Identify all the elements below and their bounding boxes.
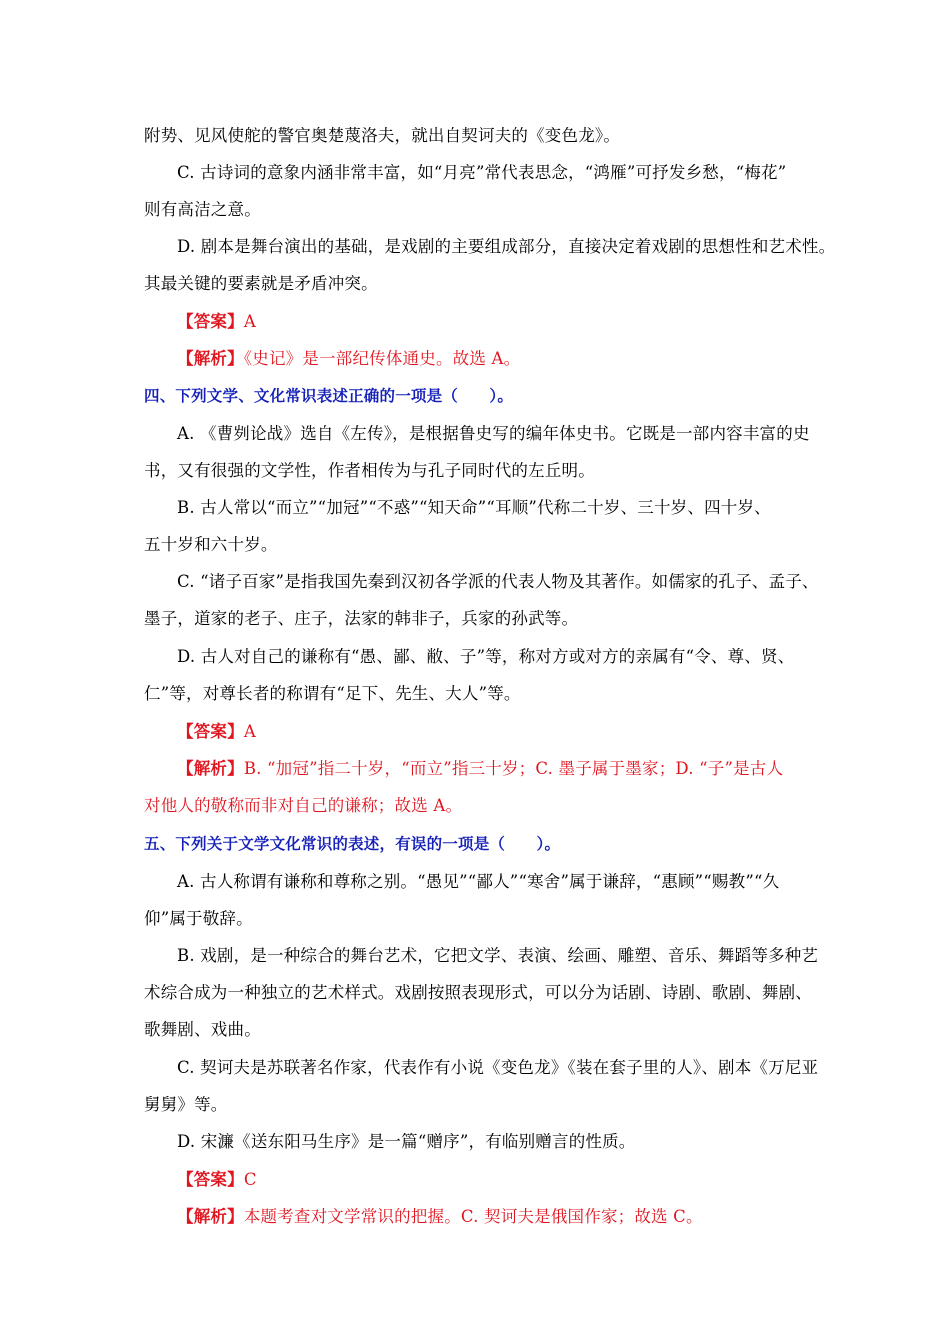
analysis-line (177, 347, 520, 371)
q5-option-a-line: A. 古人称谓有谦称和尊称之别。“愚见”“鄙人”“寒舍”属于谦辞，“惠顾”“赐教”“久 (177, 872, 780, 891)
q5-option-c-line: C. 契诃夫是苏联著名作家，代表作有小说《变色龙》《装在套子里的人》、剧本《万尼亚 (177, 1058, 819, 1077)
analysis-text: 本题考查对文学常识的把握。C. 契诃夫是俄国作家；故选 C。 (243, 1207, 703, 1226)
answer-label: 【答案】 (177, 1170, 244, 1189)
q4-option-c-line: C. “诸子百家”是指我国先秦到汉初各学派的代表人物及其著作。如儒家的孔子、孟子、 (177, 572, 819, 591)
option-d-line: D. 剧本是舞台演出的基础，是戏剧的主要组成部分，直接决定着戏剧的思想性和艺术性。 (177, 237, 836, 256)
q4-option-a-line: 书，又有很强的文学性，作者相传为与孔子同时代的左丘明。 (144, 461, 595, 480)
analysis-label: 【解析】 (177, 1207, 244, 1226)
analysis-line (177, 1205, 703, 1229)
q4-option-b-line: B. 古人常以“而立”“加冠”“不惑”“知天命”“耳顺”代称二十岁、三十岁、四十岁、 (177, 498, 771, 517)
answer-value: A (243, 722, 256, 741)
q5-option-b-line: 术综合成为一种独立的艺术样式。戏剧按照表现形式，可以分为话剧、诗剧、歌剧、舞剧、 (144, 983, 812, 1002)
answer-line (177, 720, 256, 744)
answer-line (177, 1168, 257, 1192)
q4-option-d-line: 仁”等，对尊长者的称谓有“足下、先生、大人”等。 (144, 684, 521, 703)
option-d-line: 其最关键的要素就是矛盾冲突。 (144, 274, 378, 293)
paragraph-line: 附势、见风使舵的警官奥楚蔑洛夫，就出自契诃夫的《变色龙》。 (144, 126, 621, 145)
q4-option-d-line: D. 古人对自己的谦称有“愚、鄙、敝、子”等，称对方或对方的亲属有“令、尊、贤、 (177, 647, 795, 666)
question-four-title: 四、下列文学、文化常识表述正确的一项是（ ）。 (144, 387, 514, 405)
question-five-title: 五、下列关于文学文化常识的表述，有误的一项是（ ）。 (144, 835, 561, 853)
option-c-line: 则有高洁之意。 (144, 200, 261, 219)
analysis-line (177, 757, 783, 781)
q4-option-a-line: A. 《曹刿论战》选自《左传》，是根据鲁史写的编年体史书。它既是一部内容丰富的史 (177, 424, 810, 443)
answer-value: C (243, 1170, 257, 1189)
option-c-line: C. 古诗词的意象内涵非常丰富，如“月亮”常代表思念，“鸿雁”可抒发乡愁，“梅花” (177, 163, 787, 182)
answer-value: A (243, 312, 256, 331)
q5-option-d-line: D. 宋濂《送东阳马生序》是一篇“赠序”，有临别赠言的性质。 (177, 1132, 636, 1151)
q4-option-b-line: 五十岁和六十岁。 (144, 535, 278, 554)
q5-option-a-line: 仰”属于敬辞。 (144, 909, 253, 928)
analysis-text: B. “加冠”指二十岁，“而立”指三十岁；C. 墨子属于墨家；D. “子”是古人 (243, 759, 784, 778)
answer-label: 【答案】 (177, 312, 244, 331)
q4-option-c-line: 墨子，道家的老子、庄子，法家的韩非子，兵家的孙武等。 (144, 609, 579, 628)
q5-option-b-line: B. 戏剧，是一种综合的舞台艺术，它把文学、表演、绘画、雕塑、音乐、舞蹈等多种艺 (177, 946, 819, 965)
q5-option-b-line: 歌舞剧、戏曲。 (144, 1020, 261, 1039)
answer-label: 【答案】 (177, 722, 244, 741)
answer-line (177, 310, 256, 334)
analysis-line: 对他人的敬称而非对自己的谦称；故选 A。 (144, 796, 463, 815)
analysis-label: 【解析】 (177, 759, 244, 778)
analysis-label: 【解析】 (177, 349, 244, 368)
analysis-text: 《史记》是一部纪传体通史。故选 A。 (243, 349, 521, 368)
q5-option-c-line: 舅舅》等。 (144, 1095, 228, 1114)
